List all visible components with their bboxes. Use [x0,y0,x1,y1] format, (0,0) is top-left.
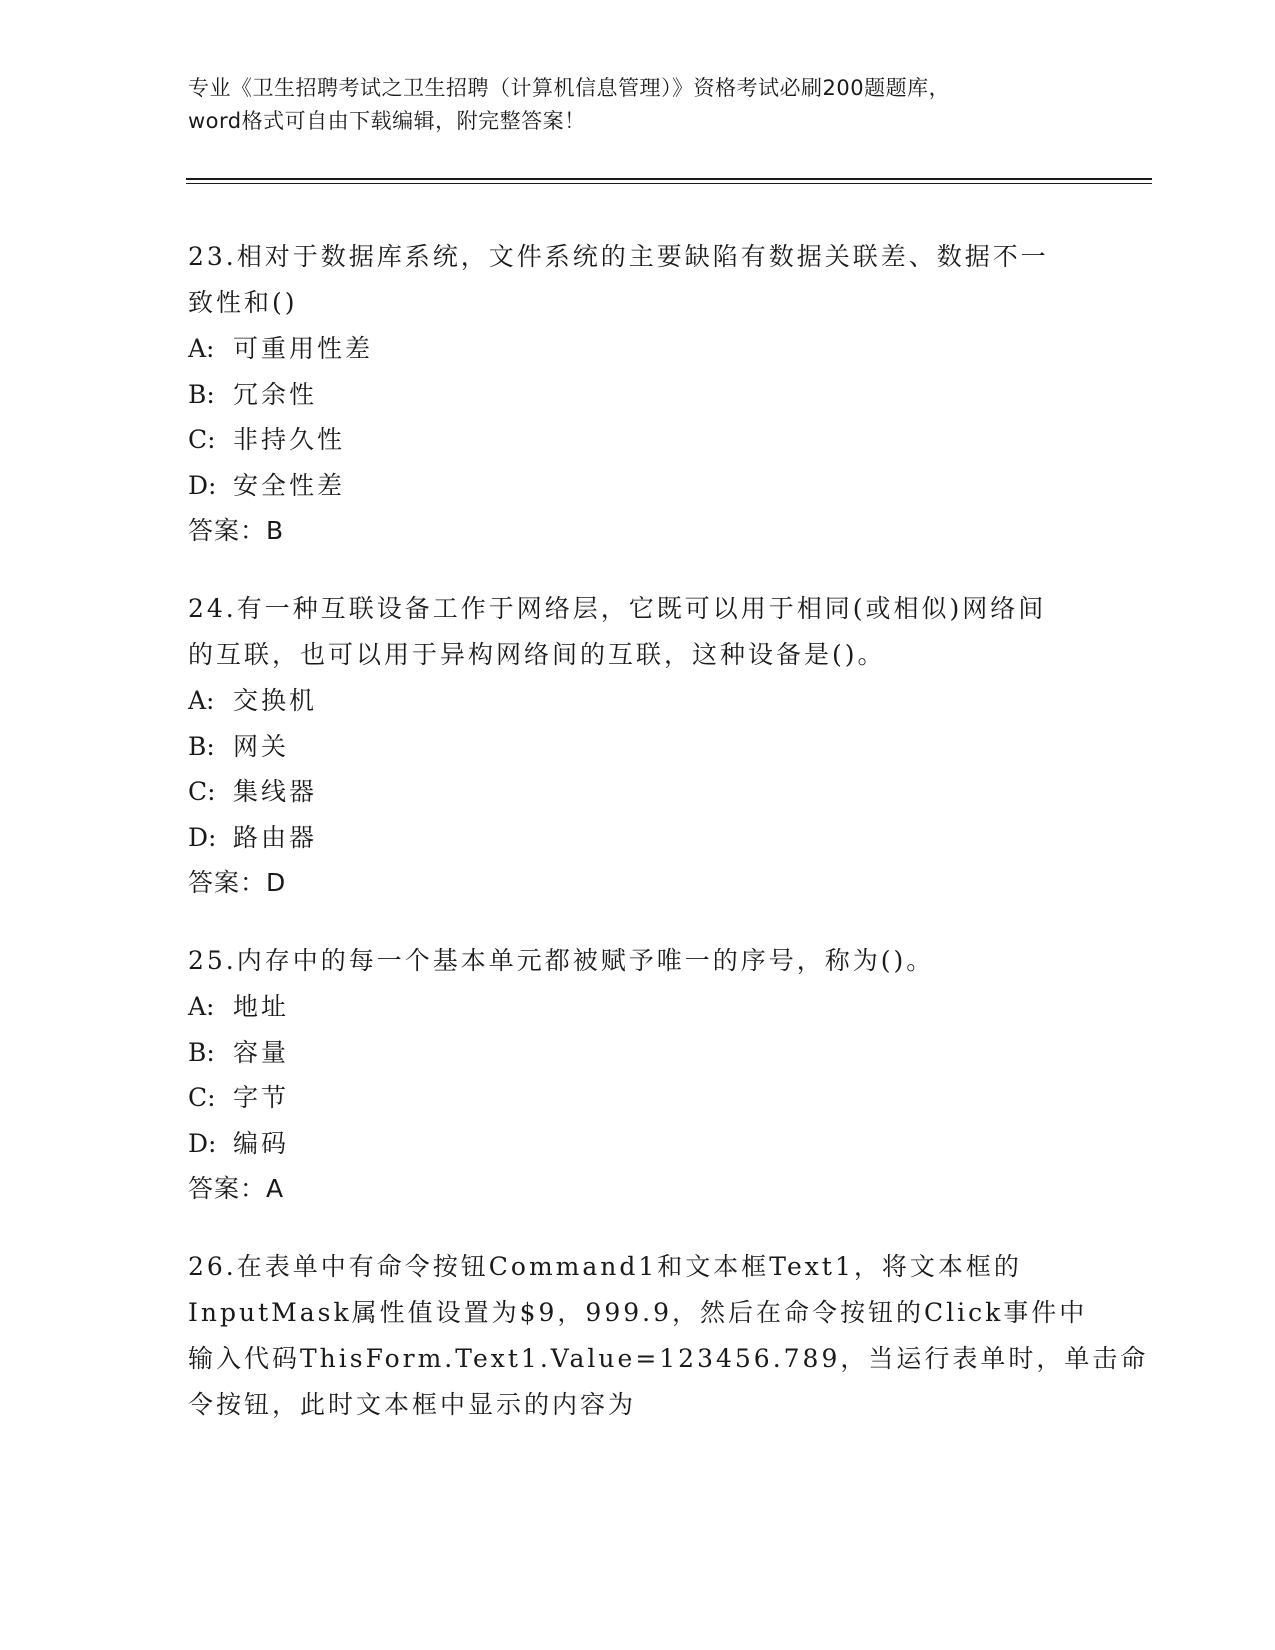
question-text-line: 令按钮，此时文本框中显示的内容为 [188,1390,637,1419]
option-a [188,984,1088,1030]
option-c [188,417,1088,463]
option-text: 路由器 [233,822,318,852]
option-label: D: [188,822,217,852]
option-text: 字节 [233,1083,290,1112]
option-text: 非持久性 [233,425,346,454]
question-text-line: 输入代码ThisForm.Text1.Value=123456.789，当运行表单时，单击命 [188,1344,1149,1373]
option-label: B: [188,1037,215,1067]
question-text-line: 的互联，也可以用于异构网络间的互联，这种设备是()。 [188,640,886,669]
option-label: C: [188,425,216,454]
option-text: 网关 [233,731,290,761]
header-line-2: word格式可自由下载编辑，附完整答案！ [188,109,586,133]
header-divider-thick [186,178,1152,180]
answer-line: 答案：D [188,868,287,897]
question-text-line: 23.相对于数据库系统，文件系统的主要缺陷有数据关联差、数据不一 [188,242,1049,271]
option-b [188,1030,1088,1076]
option-c [188,1075,1088,1121]
option-label: A: [188,992,215,1021]
option-a [188,326,1088,372]
option-label: C: [188,777,216,806]
option-text: 容量 [233,1037,290,1067]
answer-line: 答案：B [188,516,285,545]
document-header [188,72,1088,138]
option-label: A: [188,686,215,715]
option-text: 安全性差 [233,470,346,500]
option-text: 可重用性差 [233,334,374,363]
option-d [188,815,1088,861]
header-line-1: 专业《卫生招聘考试之卫生招聘（计算机信息管理）》资格考试必刷200题题库， [188,76,951,100]
option-text: 编码 [233,1128,290,1158]
option-text: 交换机 [233,686,318,715]
question-24 [188,586,1088,905]
option-b [188,724,1088,770]
option-d [188,1121,1088,1167]
option-text: 冗余性 [233,379,318,409]
question-list [188,234,1149,1461]
question-text-line: 26.在表单中有命令按钮Command1和文本框Text1，将文本框的 [188,1252,1022,1281]
option-label: C: [188,1083,216,1112]
question-text-line: InputMask属性值设置为$9，999.9，然后在命令按钮的Click事件中 [188,1298,1088,1327]
option-a [188,678,1088,724]
header-divider-thin [186,183,1152,184]
option-label: A: [188,334,215,363]
answer-line: 答案：A [188,1174,285,1203]
option-text: 地址 [233,992,290,1021]
option-d [188,463,1088,509]
option-b [188,372,1088,418]
question-23 [188,234,1088,553]
option-label: D: [188,1128,217,1158]
option-label: B: [188,379,215,409]
option-text: 集线器 [233,777,318,806]
question-25 [188,938,1088,1211]
question-text-line: 25.内存中的每一个基本单元都被赋予唯一的序号，称为()。 [188,946,935,975]
question-text-line: 致性和() [188,288,298,317]
option-label: B: [188,731,215,761]
option-c [188,769,1088,815]
question-26 [188,1244,1149,1428]
option-label: D: [188,470,217,500]
question-text-line: 24.有一种互联设备工作于网络层，它既可以用于相同(或相似)网络间 [188,594,1047,623]
